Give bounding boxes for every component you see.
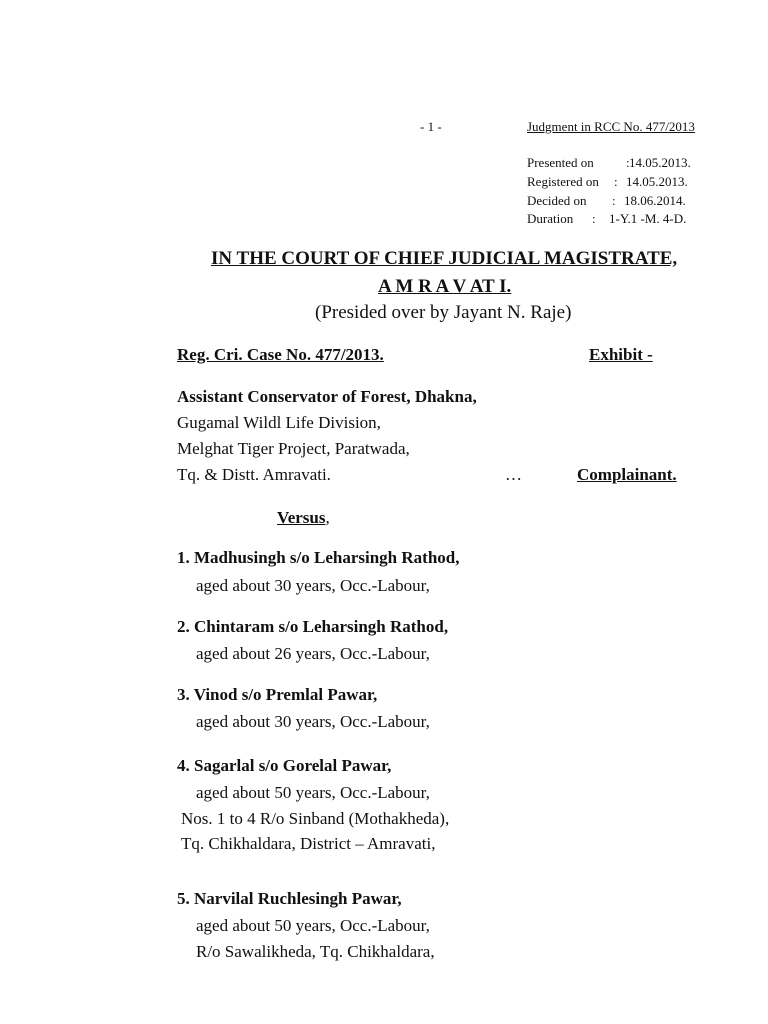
accused-detail: Nos. 1 to 4 R/o Sinband (Mothakheda),	[181, 809, 450, 828]
complainant-name: Assistant Conservator of Forest, Dhakna,	[177, 387, 477, 406]
page-number: - 1 -	[420, 119, 442, 134]
accused-detail: aged about 50 years, Occ.-Labour,	[196, 783, 430, 802]
accused-name: 1. Madhusingh s/o Leharsingh Rathod,	[177, 548, 460, 567]
accused-name: 2. Chintaram s/o Leharsingh Rathod,	[177, 617, 449, 636]
court-location: A M R A V AT I.	[378, 276, 512, 297]
running-title: Judgment in RCC No. 477/2013	[527, 119, 695, 134]
accused-detail: aged about 26 years, Occ.-Labour,	[196, 644, 430, 663]
judgment-page: - 1 - Judgment in RCC No. 477/2013 Presented on : 14.05.2013. Registered on : 14.05.2013. Decided on : 18.06.2014. Duration : 1-Y.1 -M. 4-D. IN THE COURT OF CHIEF JUDICIAL MAGISTRATE, A M R A V AT I. (Presided over by Jayant N. Raje) Reg. Cri. Case No. 477/2013. Exhibit - Assistant Conservator of Forest, Dhakna, Gugamal Wildl Life Division, Melghat Tiger Project, Paratwada, Tq. & Distt. Amravati. … Complainant. Versus, 1. Madhusingh s/o Leharsingh Rathod, aged about 30 years, Occ.-Labour, 2. Chintaram s/o Leharsingh Rathod, aged about 26 years, Occ.-Labour, 3. Vinod s/o Premlal Pawar, aged about 30 years, Occ.-Labour, 4. Sagarlal s/o Gorelal Pawar, aged about 50 years, Occ.-Labour, Nos. 1 to 4 R/o Sinband (Mothakheda), Tq. Chikhaldara, District – Amravati, 5. Narvilal Ruchlesingh Pawar, aged about 50 years, Occ.-Labour, R/o Sawalikheda, Tq. Chikhaldara,	[177, 119, 695, 961]
accused-detail: aged about 50 years, Occ.-Labour,	[196, 916, 430, 935]
complainant-role: Complainant.	[577, 465, 677, 484]
exhibit-label: Exhibit -	[589, 345, 653, 364]
complainant-line: Gugamal Wildl Life Division,	[177, 413, 381, 432]
presided-over: (Presided over by Jayant N. Raje)	[315, 302, 572, 323]
accused-name: 4. Sagarlal s/o Gorelal Pawar,	[177, 756, 392, 775]
complainant-line: Tq. & Distt. Amravati.	[177, 465, 331, 484]
accused-detail: aged about 30 years, Occ.-Labour,	[196, 712, 430, 731]
accused-name: 3. Vinod s/o Premlal Pawar,	[177, 685, 378, 704]
accused-name: 5. Narvilal Ruchlesingh Pawar,	[177, 889, 402, 908]
accused-detail: aged about 30 years, Occ.-Labour,	[196, 576, 430, 595]
complainant-ellipsis: …	[505, 465, 522, 484]
versus-label: Versus,	[277, 508, 330, 527]
complainant-line: Melghat Tiger Project, Paratwada,	[177, 439, 410, 458]
accused-detail: Tq. Chikhaldara, District – Amravati,	[181, 834, 436, 853]
case-number: Reg. Cri. Case No. 477/2013.	[177, 345, 384, 364]
accused-detail: R/o Sawalikheda, Tq. Chikhaldara,	[196, 942, 435, 961]
court-title: IN THE COURT OF CHIEF JUDICIAL MAGISTRATE,	[211, 248, 678, 269]
